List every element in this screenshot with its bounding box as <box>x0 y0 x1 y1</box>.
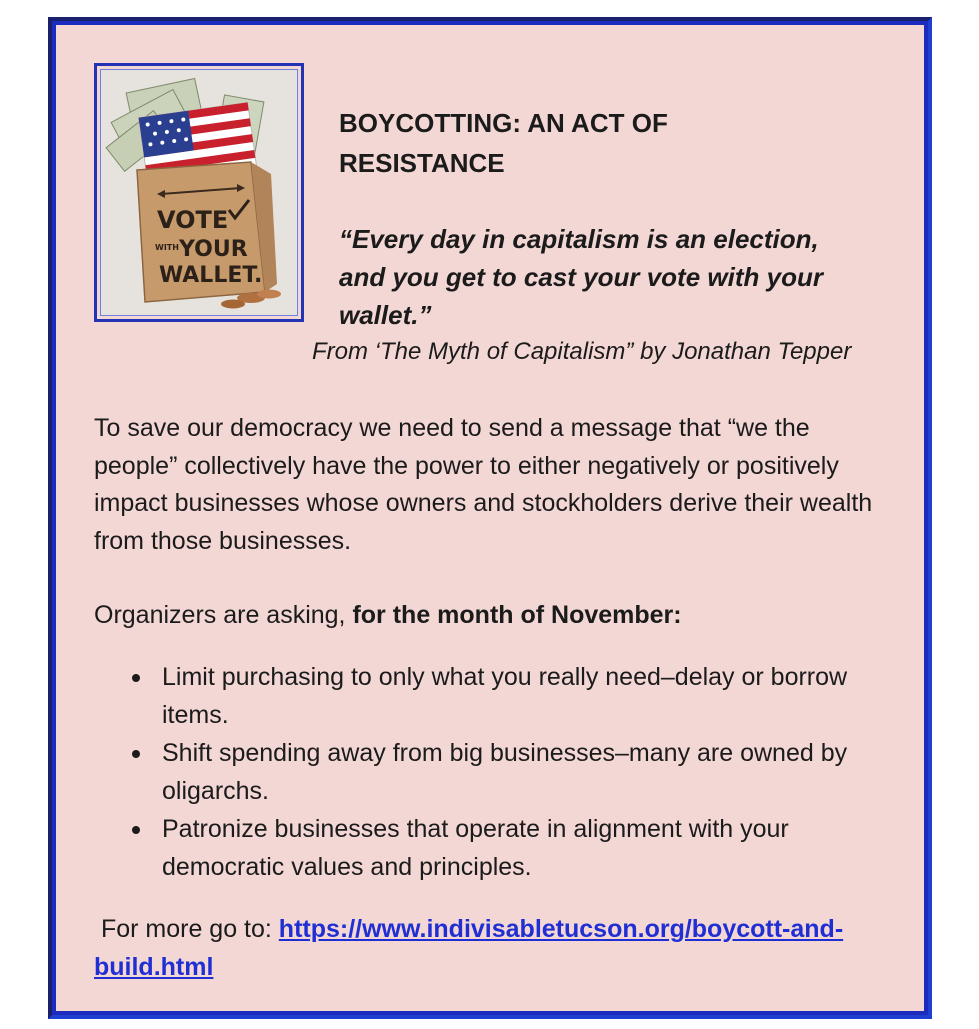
bag-wallet-text: WALLET. <box>159 263 263 288</box>
action-list <box>94 658 894 886</box>
wallet-bag-illustration <box>101 70 297 315</box>
more-prefix: For more go to: <box>94 915 279 943</box>
bag-your-text: YOUR <box>179 237 248 262</box>
bullet-icon <box>132 826 140 834</box>
page-title: BOYCOTTING: AN ACT OF RESISTANCE <box>339 108 668 178</box>
list-item-text: Patronize businesses that operate in alignment with your democratic values and principles. <box>162 815 789 881</box>
list-item-text: Limit purchasing to only what you really need–delay or borrow items. <box>162 663 848 729</box>
flyer-panel <box>56 25 924 1011</box>
bullet-icon <box>132 750 140 758</box>
organizers-request <box>94 597 682 634</box>
list-item <box>94 658 894 734</box>
boycott-link[interactable]: https://www.indivisabletucson.org/boycott-and-build.html <box>94 915 844 981</box>
more-info <box>94 910 904 986</box>
vote-with-wallet-image <box>94 63 304 322</box>
intro-paragraph: To save our democracy we need to send a message that “we the people” collectively have the power to either negatively or positively impact businesses whose owners and stockholders derive their wealth from those businesses. <box>94 414 873 555</box>
list-item <box>94 734 894 810</box>
quote-source: From ‘The Myth of Capitalism” by Jonathan Tepper <box>312 338 852 365</box>
image-frame <box>100 69 298 316</box>
bullet-icon <box>132 674 140 682</box>
list-item-text: Shift spending away from big businesses–many are owned by oligarchs. <box>162 739 848 805</box>
ask-month: for the month of November: <box>352 601 682 629</box>
list-item <box>94 810 894 886</box>
bag-with-text: WITH <box>155 243 179 252</box>
flyer-border <box>48 17 932 1019</box>
bag-vote-text: VOTE <box>157 206 229 234</box>
capitalism-quote: “Every day in capitalism is an election, and you get to cast your vote with your wallet.” <box>339 224 823 330</box>
paper-bag-icon <box>137 162 277 302</box>
ask-prefix: Organizers are asking, <box>94 601 353 629</box>
